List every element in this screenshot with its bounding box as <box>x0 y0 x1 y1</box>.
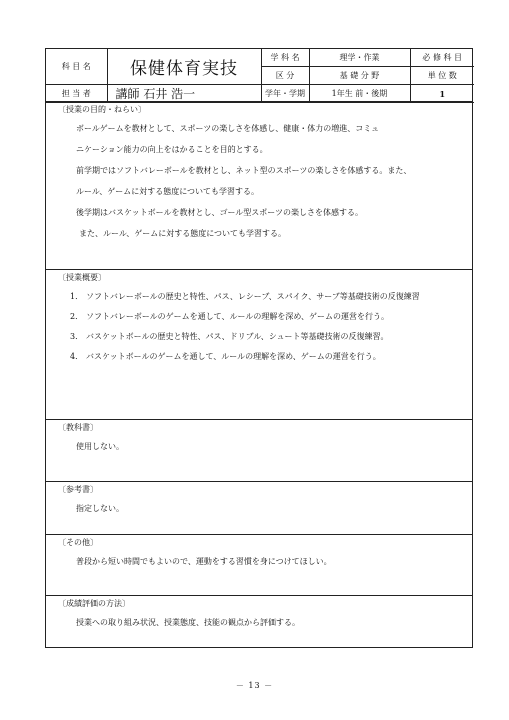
other-text: 普段から短い時間でもよいので、運動をする習慣を身につけてほしい。 <box>76 557 332 566</box>
syllabus-sheet <box>45 48 473 648</box>
dept-label: 学 科 名 <box>261 49 309 67</box>
goals-line: ルール、ゲームに対する態度についても学習する。 <box>76 187 260 196</box>
year-value: 1年生 前・後期 <box>309 85 410 103</box>
reference-section <box>46 481 472 534</box>
goals-section <box>46 101 472 269</box>
outline-item-text: ソフトバレーボールのゲームを通して、ルールの理解を深め、ゲームの運営を行う。 <box>86 312 390 321</box>
subject-name: 保健体育実技 <box>107 49 261 85</box>
header-table <box>46 49 474 103</box>
other-section <box>46 534 472 595</box>
evaluation-title: 〔成績評価の方法〕 <box>58 599 130 608</box>
reference-title: 〔参考書〕 <box>58 485 98 494</box>
outline-item-number: 1． <box>70 292 84 301</box>
outline-item-text: バスケットボールのゲームを通して、ルールの理解を深め、ゲームの運営を行う。 <box>86 352 381 361</box>
outline-item <box>70 311 462 322</box>
outline-title: 〔授業概要〕 <box>58 273 106 282</box>
goals-title: 〔授業の目的・ねらい〕 <box>58 105 146 114</box>
reference-text: 指定しない。 <box>76 504 124 513</box>
outline-section <box>46 269 472 419</box>
teacher-label: 担 当 者 <box>46 85 107 103</box>
dept-value: 理学・作業 <box>309 49 410 67</box>
outline-item-number: 4． <box>70 352 84 361</box>
credits-value: 1 <box>410 85 474 103</box>
outline-item <box>70 291 462 302</box>
evaluation-text: 授業への取り組み状況、授業態度、技能の観点から評価する。 <box>76 618 300 627</box>
goals-line: また、ルール、ゲームに対する態度についても学習する。 <box>79 229 287 238</box>
textbook-section <box>46 419 472 481</box>
outline-item <box>70 351 462 362</box>
goals-line: 後学期はバスケットボールを教材とし、ゴール型スポーツの楽しさを体感する。 <box>76 208 363 217</box>
outline-item-number: 3． <box>70 332 84 341</box>
outline-item-text: バスケットボールの歴史と特性、パス、ドリブル、シュート等基礎技術の反復練習。 <box>86 332 389 341</box>
required-label: 必 修 科 目 <box>410 49 474 67</box>
page-number: － 13 － <box>235 681 274 690</box>
other-title: 〔その他〕 <box>58 538 98 547</box>
textbook-text: 使用しない。 <box>76 442 124 451</box>
goals-line: ニケーション能力の向上をはかることを目的とする。 <box>76 145 268 154</box>
division-value: 基 礎 分 野 <box>309 67 410 85</box>
outline-item-text: ソフトバレーボールの歴史と特性、パス、レシーブ、スパイク、サーブ等基礎技術の反復練習 <box>86 292 420 301</box>
teacher-name: 講師 石井 浩一 <box>107 85 261 103</box>
year-label: 学年・学期 <box>261 85 309 103</box>
credits-label: 単 位 数 <box>410 67 474 85</box>
division-label: 区 分 <box>261 67 309 85</box>
outline-item-number: 2． <box>70 312 84 321</box>
subject-label: 科 目 名 <box>46 49 107 85</box>
evaluation-section <box>46 595 472 647</box>
goals-line: 前学期ではソフトバレーボールを教材とし、ネット型のスポーツの楽しさを体感する。また、 <box>76 166 412 175</box>
textbook-title: 〔教科書〕 <box>58 423 98 432</box>
outline-item <box>70 331 462 342</box>
goals-line: ボールゲームを教材として、スポーツの楽しさを体感し、健康・体力の増進、コミュ <box>76 124 380 133</box>
